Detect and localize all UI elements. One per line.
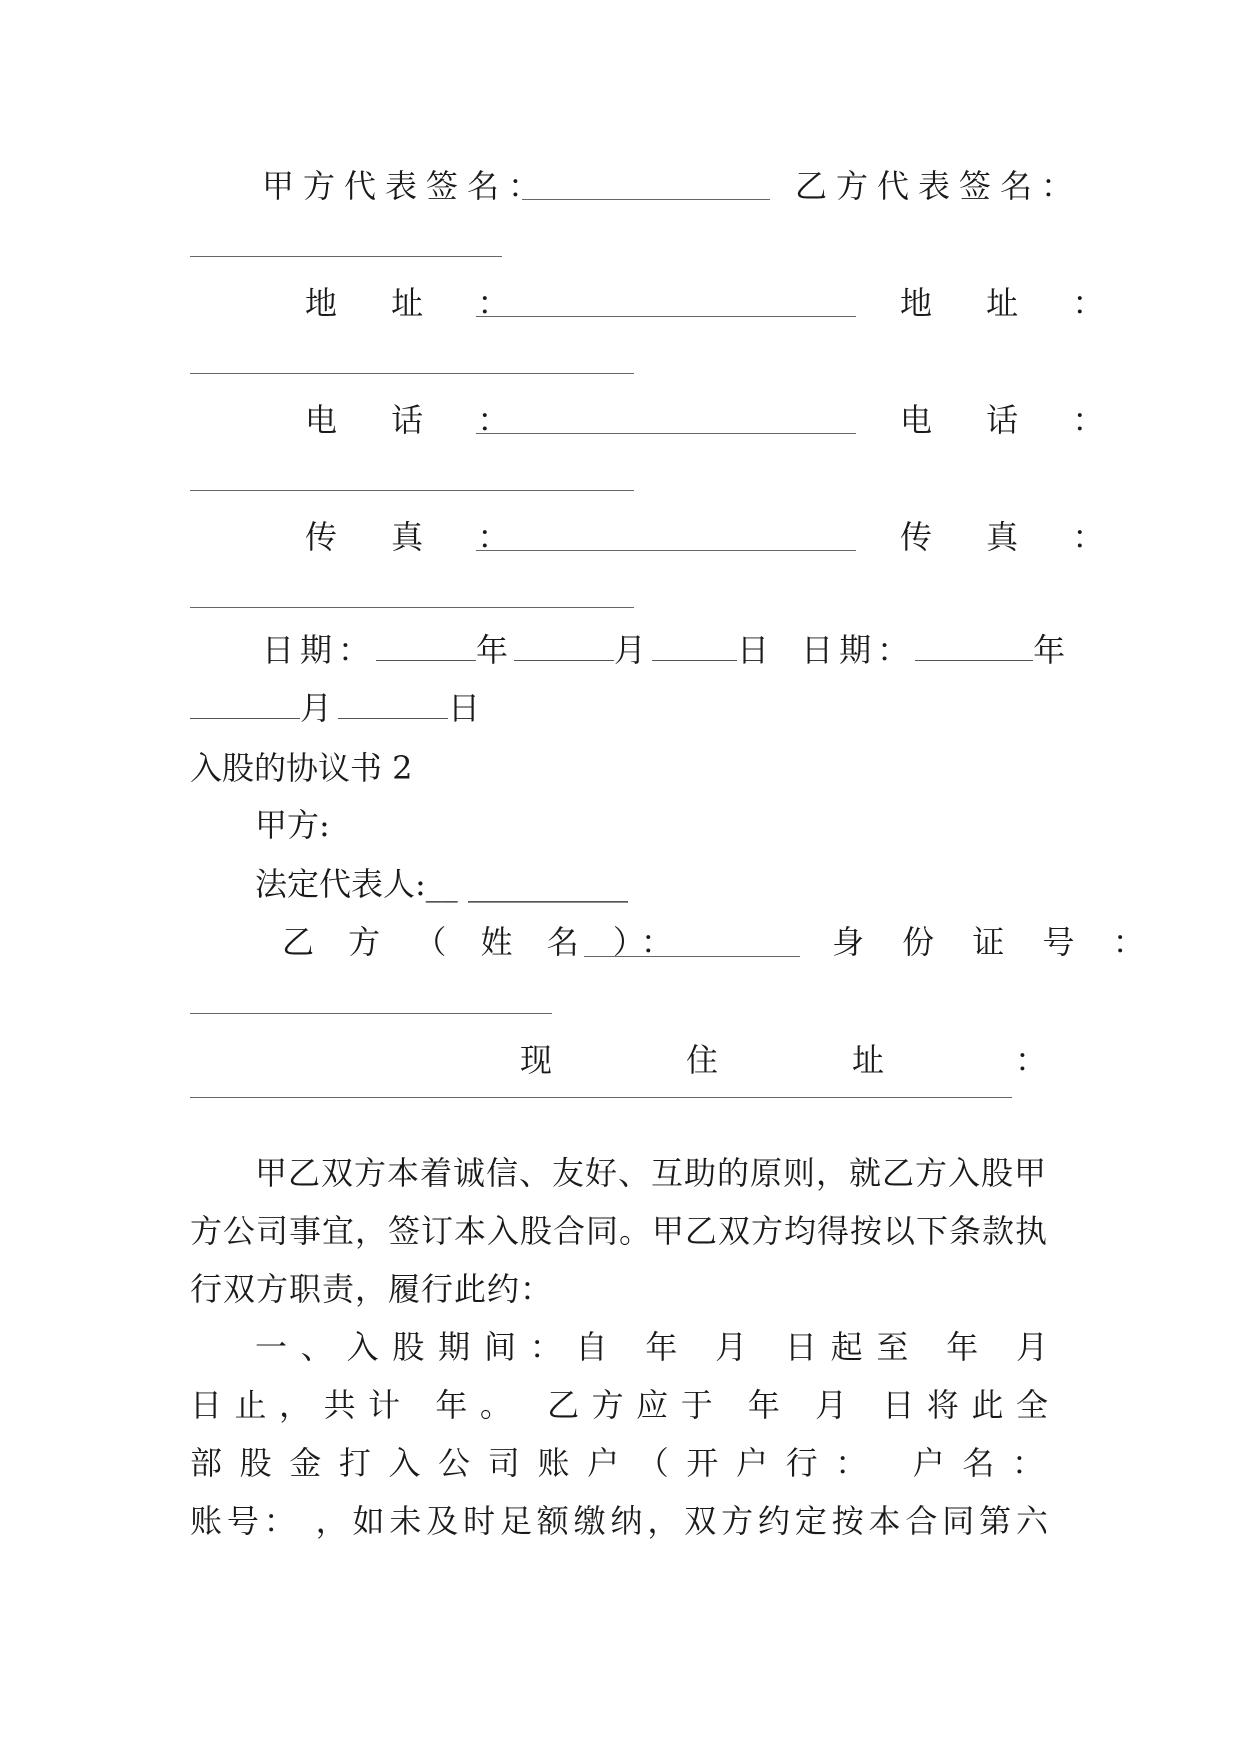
current-address-char-3: 址 xyxy=(852,1041,885,1079)
party-a-signature-label: 甲方代表签名： xyxy=(262,167,550,205)
fax-label-a: 传 真 ： xyxy=(305,518,532,556)
intro-line-2: 方公司事宜，签订本入股合同。甲乙双方均得按以下条款执 xyxy=(190,1212,1049,1250)
month-blank-a[interactable] xyxy=(514,659,614,661)
current-address-char-2: 住 xyxy=(686,1041,719,1079)
party-b-signature-label: 乙方代表签名： xyxy=(795,167,1083,205)
clause1-segment: 月 xyxy=(1015,1328,1048,1366)
phone-blank-a[interactable] xyxy=(476,433,856,434)
current-address-colon: ： xyxy=(1015,1041,1048,1079)
id-number-blank[interactable] xyxy=(190,1013,552,1014)
clause1-segment: 日起至 xyxy=(784,1328,923,1366)
agreement-title: 入股的协议书 2 xyxy=(190,749,413,787)
phone-label-a: 电 话 ： xyxy=(305,401,532,439)
month-unit: 月 xyxy=(614,631,653,669)
day-unit: 日 xyxy=(737,631,776,669)
current-address-char-1: 现 xyxy=(520,1041,553,1079)
clause1-line-1 xyxy=(255,1327,1048,1367)
legal-representative: 法定代表人:__ __________ xyxy=(255,865,628,903)
clause1-segment: 月 xyxy=(815,1386,860,1424)
intro-line-1: 甲乙双方本着诚信、友好、互助的原则，就乙方入股甲 xyxy=(255,1154,1048,1192)
clause1-segment: 年 xyxy=(747,1386,793,1424)
clause1-segment: 账号： xyxy=(190,1502,301,1540)
clause1-segment: 月 xyxy=(715,1328,761,1366)
fax-label-b: 传 真 ： xyxy=(900,518,1127,556)
clause1-segment: ，如未及时足额缴纳，双方约定按本合同第六 xyxy=(315,1502,1048,1540)
month-blank-b[interactable] xyxy=(190,717,300,719)
date-row-b xyxy=(190,688,486,728)
clause1-segment: 年。 xyxy=(435,1386,525,1424)
party-a-label: 甲方: xyxy=(255,806,330,844)
year-unit-b: 年 xyxy=(1033,631,1072,669)
clause1-segment: 部股金打入公司账户（开户行： xyxy=(190,1444,885,1482)
party-a-signature-blank[interactable] xyxy=(522,199,770,200)
clause1-line-3 xyxy=(190,1443,1048,1483)
clause1-segment: 一、入股期间：自 xyxy=(255,1328,622,1366)
party-b-name-blank[interactable] xyxy=(584,956,800,957)
intro-line-3: 行双方职责，履行此约： xyxy=(190,1270,554,1308)
year-blank-b[interactable] xyxy=(915,659,1033,661)
phone-label-b: 电 话 ： xyxy=(900,401,1127,439)
id-number-label: 身 份 证 号 ： xyxy=(832,923,1159,961)
date-label-b: 日期： xyxy=(801,631,916,669)
address-label-b: 地 址 ： xyxy=(900,284,1127,322)
clause1-segment: 日将此全 xyxy=(882,1386,1048,1424)
month-unit-b: 月 xyxy=(300,689,339,727)
fax-blank-a[interactable] xyxy=(476,550,856,551)
day-blank-a[interactable] xyxy=(652,659,737,661)
year-blank-a[interactable] xyxy=(376,659,476,661)
address-blank-a[interactable] xyxy=(476,316,856,317)
day-blank-b[interactable] xyxy=(338,717,448,719)
clause1-segment: 年 xyxy=(946,1328,992,1366)
party-b-signature-blank[interactable] xyxy=(190,256,502,257)
phone-blank-b[interactable] xyxy=(190,490,634,491)
current-address-blank[interactable] xyxy=(190,1097,1012,1098)
clause1-segment: 年 xyxy=(645,1328,692,1366)
clause1-line-2 xyxy=(190,1385,1048,1425)
date-label-a: 日期： xyxy=(262,631,377,669)
year-unit: 年 xyxy=(476,631,515,669)
address-blank-b[interactable] xyxy=(190,373,634,374)
clause1-segment: 日止，共计 xyxy=(190,1386,413,1424)
address-label-a: 地 址 ： xyxy=(305,284,532,322)
day-unit-b: 日 xyxy=(448,689,487,727)
clause1-line-4 xyxy=(190,1501,1048,1541)
fax-blank-b[interactable] xyxy=(190,607,634,608)
party-b-name-label: 乙 方 （ 姓 名 ）： xyxy=(282,923,685,961)
clause1-segment: 户名： xyxy=(912,1444,1048,1482)
date-row-a xyxy=(262,630,1071,670)
clause1-segment: 乙方应于 xyxy=(547,1386,726,1424)
